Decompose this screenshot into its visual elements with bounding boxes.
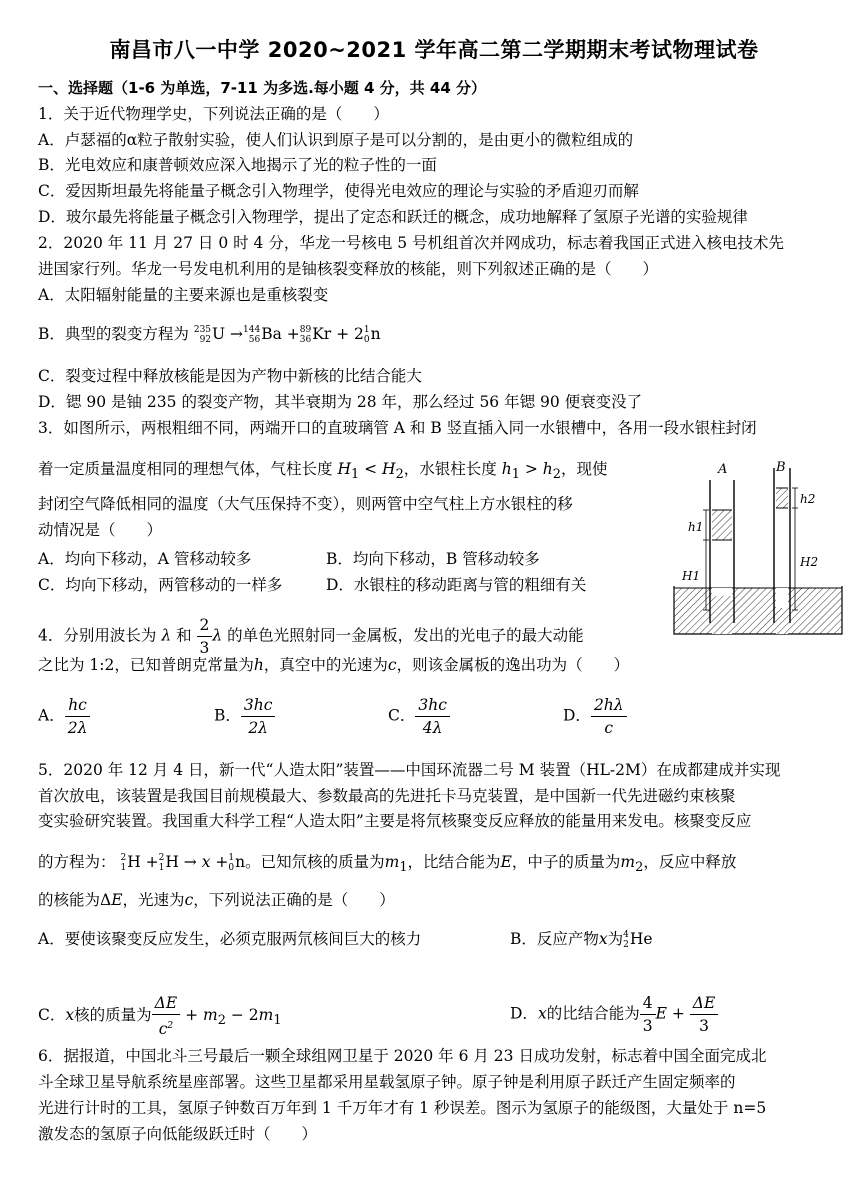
page-title: 南昌市八一中学 2020~2021 学年高二第二学期期末考试物理试卷	[109, 38, 759, 62]
fission-equation: 235 92 U → 144 56 Ba + 89 36 Kr + 2 1 0 n	[193, 325, 381, 345]
q3-option-a: A．均向下移动，A 管移动较多	[38, 550, 252, 568]
section-heading: 一、选择题（1-6 为单选，7-11 为多选.每小题 4 分，共 44 分）	[38, 79, 486, 97]
figure-label-H2: H2	[800, 555, 819, 569]
figure-label-H1: H1	[682, 569, 701, 583]
question-6-stem-line4: 激发态的氢原子向低能级跃迁时（ ）	[38, 1125, 318, 1143]
question-3-stem-line2: 着一定质量温度相同的理想气体，气柱长度 $H_1 < H_2$，水银柱长度 $h_1 > h_2$，现使	[38, 460, 608, 483]
question-2-stem-line2: 进国家行列。华龙一号发电机利用的是铀核裂变释放的核能，则下列叙述正确的是（ ）	[38, 260, 659, 278]
q2-option-b-label: B．典型的裂变方程为	[38, 325, 189, 343]
question-5-stem-line5: 的核能为ΔE，光速为c，下列说法正确的是（ ）	[38, 891, 395, 909]
q2-option-a: A．太阳辐射能量的主要来源也是重核裂变	[38, 286, 329, 304]
question-5-stem-line2: 首次放电，该装置是我国目前规模最大、参数最高的先进托卡马克装置，是中国新一代先进磁约束核聚	[38, 787, 736, 805]
q3-option-b: B．均向下移动，B 管移动较多	[326, 550, 540, 568]
question-6-stem-line2: 斗全球卫星导航系统星座部署。这些卫星都采用星载氢原子钟。原子钟是利用原子跃迁产生固定频率的	[38, 1073, 736, 1091]
question-5-stem-line4: 的方程为： 2 1 H + 2 1 H → x + 1 0 n。已知氘核的质量为$m_1$，比结合能为E，中子的质量为$m_2$，反应中释放	[38, 853, 737, 876]
q4-option-c: C． $\frac{3hc}{4\lambda}$	[388, 694, 450, 739]
question-5-stem-line1: 5．2020 年 12 月 4 日，新一代“人造太阳”装置——中国环流器二号 M 装置（HL-2M）在成都建成并实现	[38, 761, 781, 779]
q5-option-d: D．x的比结合能为 $\frac{4}{3}$ E + $\frac{\Delta E}{3}$	[510, 992, 718, 1037]
question-3-stem-line1: 3．如图所示，两根粗细不同，两端开口的直玻璃管 A 和 B 竖直插入同一水银槽中，各用一段水银柱封闭	[38, 419, 757, 437]
q5-option-b: B．反应产物x为 4 2 He	[510, 930, 653, 950]
q4-option-b: B． $\frac{3hc}{2\lambda}$	[214, 694, 275, 739]
figure-label-h1: h1	[688, 520, 704, 534]
figure-label-a: A	[718, 462, 728, 477]
fusion-equation: 2 1 H + 2 1 H → x + 1 0 n	[120, 853, 246, 873]
mercury-tube-diagram	[670, 458, 846, 638]
q2-option-c: C．裂变过程中释放核能是因为产物中新核的比结合能大	[38, 367, 422, 385]
q2-option-b	[38, 324, 381, 345]
question-5-stem-line3: 变实验研究装置。我国重大科学工程“人造太阳”主要是将氘核聚变反应释放的能量用来发电。核聚变反应	[38, 812, 752, 830]
question-4-stem-line2: 之比为 1:2，已知普朗克常量为h，真空中的光速为c，则该金属板的逸出功为（ ）	[38, 656, 630, 674]
q5-option-c: C．x核的质量为 $\frac{\Delta E}{c^2}$ + $m_2 - 2m_1$	[38, 994, 282, 1039]
q1-option-d: D．玻尔最先将能量子概念引入物理学，提出了定态和跃迁的概念，成功地解释了氢原子光谱的实验规律	[38, 208, 748, 226]
question-3-stem-line4: 动情况是（ ）	[38, 521, 163, 539]
question-6-stem-line1: 6．据报道，中国北斗三号最后一颗全球组网卫星于 2020 年 6 月 23 日成功发射，标志着中国全面完成北	[38, 1047, 767, 1065]
q4-option-a: A． $\frac{hc}{2\lambda}$	[38, 694, 90, 739]
q1-option-a: A．卢瑟福的α粒子散射实验，使人们认识到原子是可以分割的，是由更小的微粒组成的	[38, 131, 634, 149]
question-1-stem: 1．关于近代物理学史，下列说法正确的是（ ）	[38, 105, 389, 123]
q3-option-d: D．水银柱的移动距离与管的粗细有关	[326, 576, 587, 594]
q5-option-a: A．要使该聚变反应发生，必须克服两氘核间巨大的核力	[38, 930, 422, 948]
q4-option-d: D． $\frac{2h\lambda}{c}$	[563, 694, 627, 739]
q3-option-c: C．均向下移动，两管移动的一样多	[38, 576, 283, 594]
figure-label-h2: h2	[800, 492, 816, 506]
question-6-stem-line3: 光进行计时的工具，氢原子钟数百万年到 1 千万年才有 1 秒误差。图示为氢原子的能级图，大量处于 n=5	[38, 1099, 767, 1117]
q1-option-b: B．光电效应和康普顿效应深入地揭示了光的粒子性的一面	[38, 156, 437, 174]
q1-option-c: C．爱因斯坦最先将能量子概念引入物理学，使得光电效应的理论与实验的矛盾迎刃而解	[38, 182, 639, 200]
question-3-stem-line3: 封闭空气降低相同的温度（大气压保持不变），则两管中空气柱上方水银柱的移	[38, 495, 573, 513]
question-4-stem-line1: 4．分别用波长为 λ 和 $\frac{2}{3}$ λ 的单色光照射同一金属板，发出的光电子的最大动能	[38, 616, 584, 657]
q2-option-d: D．锶 90 是铀 235 的裂变产物，其半衰期为 28 年，那么经过 56 年锶 90 便衰变没了	[38, 393, 643, 411]
question-2-stem-line1: 2．2020 年 11 月 27 日 0 时 4 分，华龙一号核电 5 号机组首次并网成功，标志着我国正式进入核电技术先	[38, 234, 785, 252]
figure-label-b: B	[776, 460, 786, 475]
